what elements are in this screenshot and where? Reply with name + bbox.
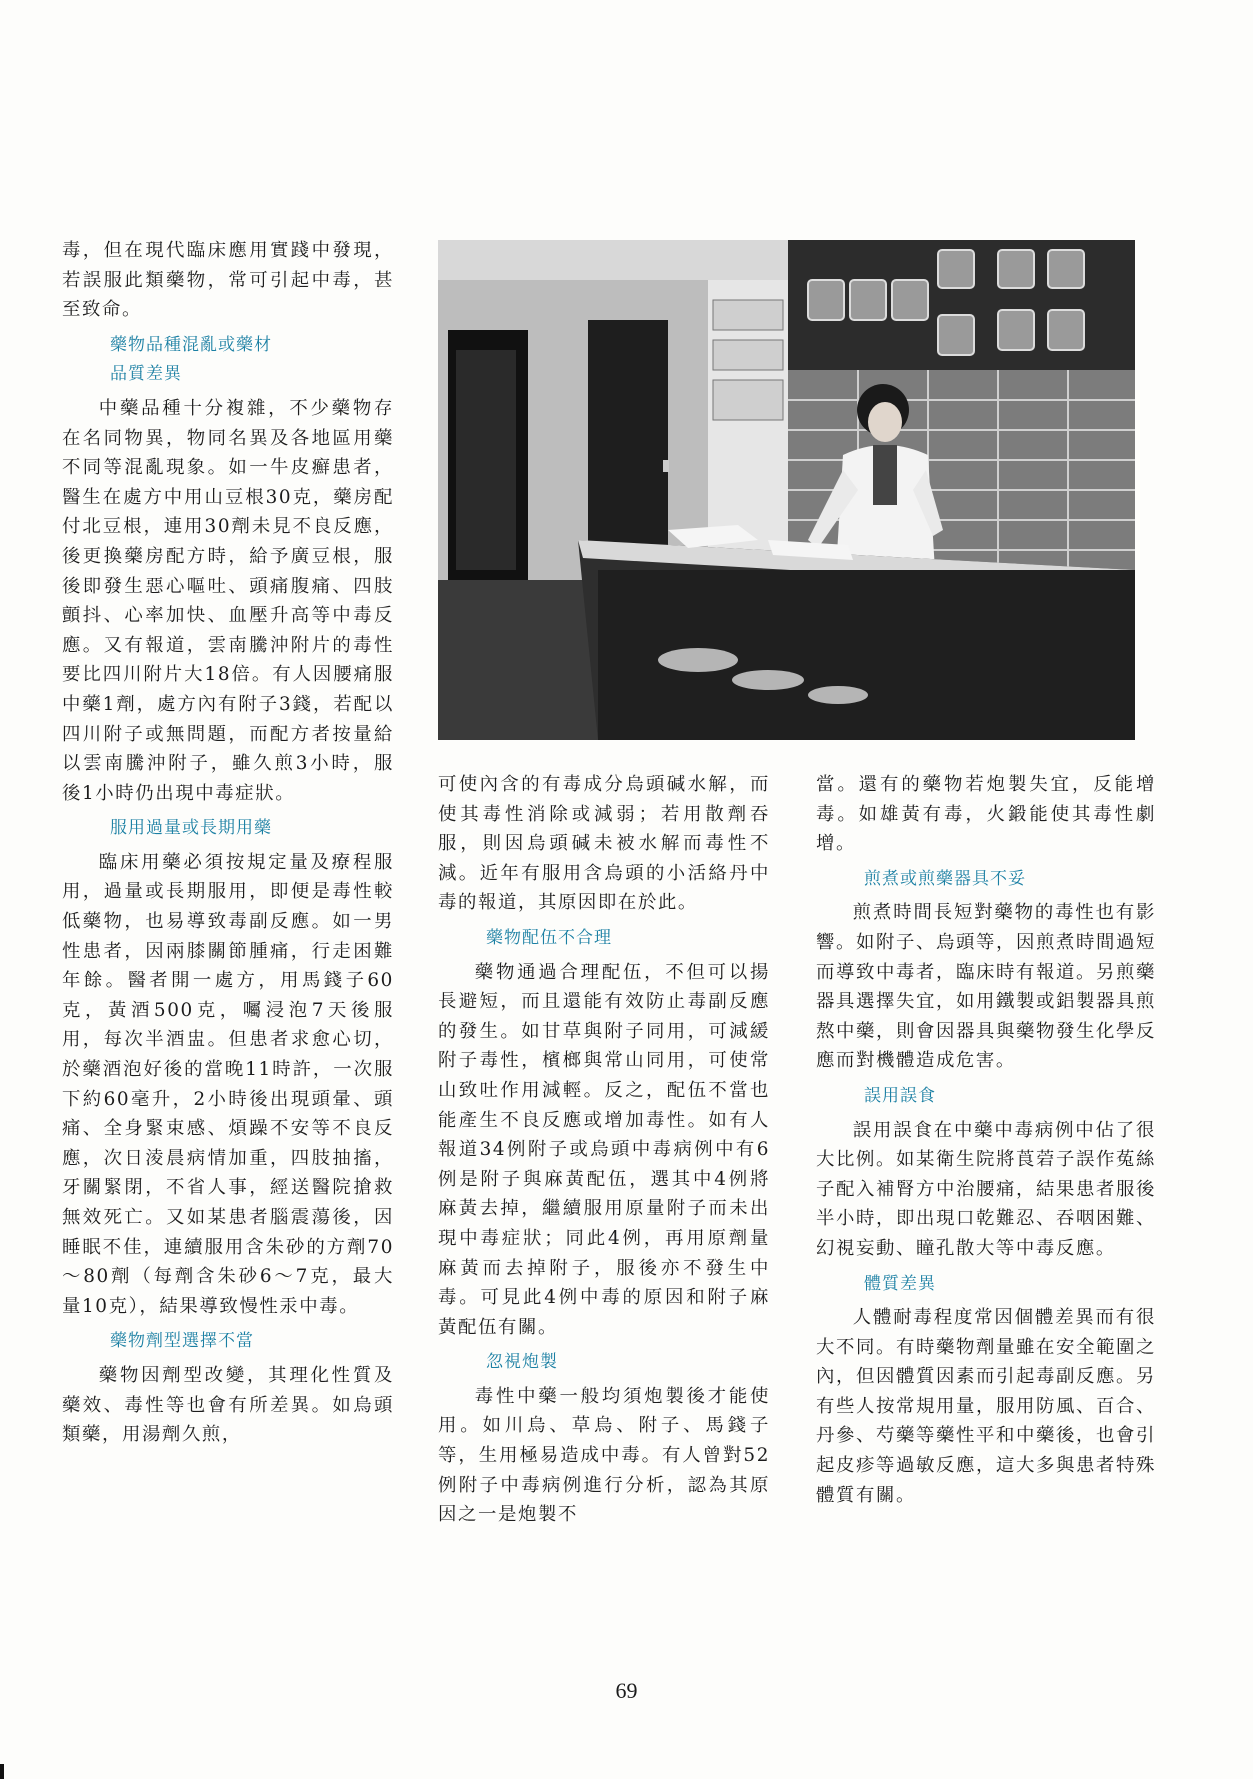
section-heading: 藥物劑型選擇不當 <box>110 1331 254 1352</box>
section-heading-line: 品質差異 <box>110 364 182 385</box>
section-heading: 服用過量或長期用藥 <box>110 818 272 839</box>
pharmacy-photo-illustration <box>438 240 1135 740</box>
section-heading: 忽視炮製 <box>486 1352 558 1373</box>
paragraph: 臨床用藥必須按規定量及療程服用，過量或長期服用，即便是毒性較低藥物，也易導致毒副反應。如一男性患者，因兩膝關節腫痛，行走困難年餘。醫者開一處方，用馬錢子60克，黃酒500克，囑浸泡7天後服用，每次半酒盅。但患者求愈心切，於藥酒泡好後的當晚11時許，一次服下約60毫升，2小時後出現頭暈、頭痛、全身緊束感、煩躁不安等不良反應，次日淩晨病情加重，四肢抽搐，牙關緊閉，不省人事，經送醫院搶救無效死亡。又如某患者腦震蕩後，因睡眠不佳，連續服用含朱砂的方劑70～80劑（每劑含朱砂6～7克，最大量10克），結果導致慢性汞中毒。 <box>62 851 394 1317</box>
paragraph: 藥物因劑型改變，其理化性質及藥效、毒性等也會有所差異。如烏頭類藥，用湯劑久煎， <box>62 1364 394 1446</box>
text-column-1 <box>62 236 394 1450</box>
text-column-2 <box>438 770 770 1530</box>
paragraph: 誤用誤食在中藥中毒病例中佔了很大比例。如某衛生院將莨菪子誤作菟絲子配入補腎方中治腰痛，結果患者服後半小時，即出現口乾難忍、吞咽困難、幻視妄動、瞳孔散大等中毒反應。 <box>816 1119 1156 1259</box>
paragraph: 毒，但在現代臨床應用實踐中發現，若誤服此類藥物，常可引起中毒，甚至致命。 <box>62 240 394 321</box>
section-heading-line: 藥物品種混亂或藥材 <box>110 334 272 355</box>
section-heading <box>62 331 394 390</box>
paragraph: 煎煮時間長短對藥物的毒性也有影響。如附子、烏頭等，因煎煮時間過短而導致中毒者，臨床時有報道。另煎藥器具選擇失宜，如用鐵製或鋁製器具煎熬中藥，則會因器具與藥物發生化學反應而對機體造成危害。 <box>816 902 1156 1072</box>
pharmacy-photo <box>438 240 1135 740</box>
paragraph: 中藥品種十分複雜，不少藥物存在名同物異，物同名異及各地區用藥不同等混亂現象。如一牛皮癬患者，醫生在處方中用山豆根30克，藥房配付北豆根，連用30劑未見不良反應，後更換藥房配方時，給予廣豆根，服後即發生惡心嘔吐、頭痛腹痛、四肢顫抖、心率加快、血壓升高等中毒反應。又有報道，雲南騰沖附片的毒性要比四川附片大18倍。有人因腰痛服中藥1劑，處方內有附子3錢，若配以四川附子或無問題，而配方者按量給以雲南騰沖附子，雖久煎3小時，服後1小時仍出現中毒症狀。 <box>62 397 394 804</box>
section-heading: 體質差異 <box>864 1273 936 1294</box>
section-heading: 誤用誤食 <box>864 1085 936 1106</box>
paragraph: 人體耐毒程度常因個體差異而有很大不同。有時藥物劑量雖在安全範圍之內，但因體質因素而引起毒副反應。另有些人按常規用量，服用防風、百合、丹參、芍藥等藥性平和中藥後，也會引起皮疹等過敏反應，這大多與患者特殊體質有關。 <box>816 1307 1156 1506</box>
crop-mark <box>0 1764 4 1779</box>
paragraph: 可使內含的有毒成分烏頭碱水解，而使其毒性消除或減弱；若用散劑吞服，則因烏頭碱未被水解而毒性不減。近年有服用含烏頭的小活絡丹中毒的報道，其原因即在於此。 <box>438 774 770 914</box>
paragraph: 藥物通過合理配伍，不但可以揚長避短，而且還能有效防止毒副反應的發生。如甘草與附子同用，可減緩附子毒性，檳榔與常山同用，可使常山致吐作用減輕。反之，配伍不當也能產生不良反應或增加毒性。如有人報道34例附子或烏頭中毒病例中有6例是附子與麻黃配伍，選其中4例將麻黃去掉，繼續服用原量附子而未出現中毒症狀；同此4例，再用原劑量麻黃而去掉附子，服後亦不發生中毒。可見此4例中毒的原因和附子麻黃配伍有關。 <box>438 961 770 1338</box>
paragraph: 毒性中藥一般均須炮製後才能使用。如川烏、草烏、附子、馬錢子等，生用極易造成中毒。有人曾對52例附子中毒病例進行分析，認為其原因之一是炮製不 <box>438 1385 770 1526</box>
page-number: 69 <box>615 1678 638 1703</box>
section-heading: 煎煮或煎藥器具不妥 <box>864 868 1026 889</box>
paragraph: 當。還有的藥物若炮製失宜，反能增毒。如雄黃有毒，火鍛能使其毒性劇增。 <box>816 774 1156 855</box>
text-column-3 <box>816 770 1156 1510</box>
section-heading: 藥物配伍不合理 <box>486 927 612 948</box>
